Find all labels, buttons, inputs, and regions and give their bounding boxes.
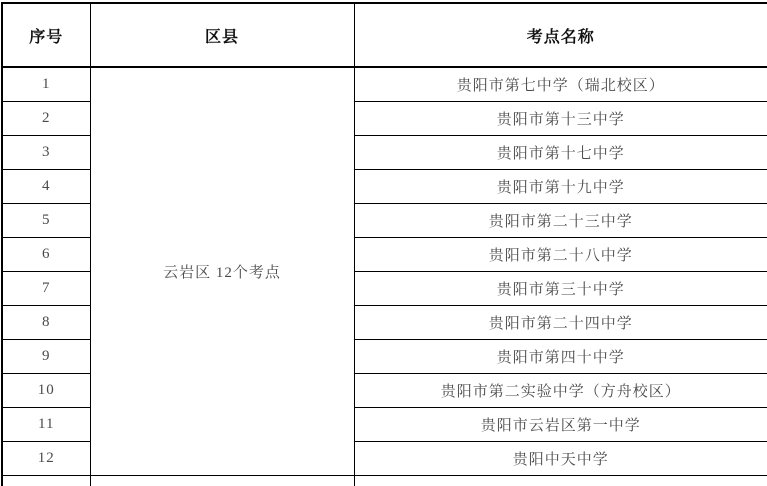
row-number: 5: [2, 204, 90, 238]
site-name: 贵阳市第四十中学: [354, 340, 767, 374]
site-name: 贵阳市第二实验中学（方舟校区）: [354, 374, 767, 408]
row-number: 11: [2, 408, 90, 442]
header-cell-no: 序号: [2, 3, 90, 67]
exam-sites-table: [1, 2, 767, 486]
site-name: 贵阳市第三十中学: [354, 272, 767, 306]
site-name: 贵阳市第十七中学: [354, 136, 767, 170]
site-name: 贵阳市第七中学（瑞北校区）: [354, 67, 767, 102]
row-number: 1: [2, 67, 90, 102]
row-number: 2: [2, 102, 90, 136]
site-name: 贵阳市第十三中学: [354, 102, 767, 136]
row-number: 7: [2, 272, 90, 306]
row-number: 3: [2, 136, 90, 170]
site-name: 贵阳市云岩区第一中学: [354, 408, 767, 442]
row-number: 10: [2, 374, 90, 408]
table-row: [2, 67, 767, 102]
header-cell-site: 考点名称: [354, 3, 767, 67]
row-number: 9: [2, 340, 90, 374]
table-header-row: [2, 3, 767, 67]
site-name: 贵阳市第二十四中学: [354, 306, 767, 340]
site-name: 贵阳市第二十八中学: [354, 238, 767, 272]
site-name: 贵阳中天中学: [354, 442, 767, 476]
row-number: 6: [2, 238, 90, 272]
row-number: 12: [2, 442, 90, 476]
table-row-partial: [2, 476, 767, 486]
site-name: 贵阳市第十九中学: [354, 170, 767, 204]
row-number: 4: [2, 170, 90, 204]
site-name: 贵阳市第二十三中学: [354, 204, 767, 238]
district-merged-cell: 云岩区 12个考点: [90, 67, 354, 476]
header-cell-district: 区县: [90, 3, 354, 67]
row-number: 8: [2, 306, 90, 340]
